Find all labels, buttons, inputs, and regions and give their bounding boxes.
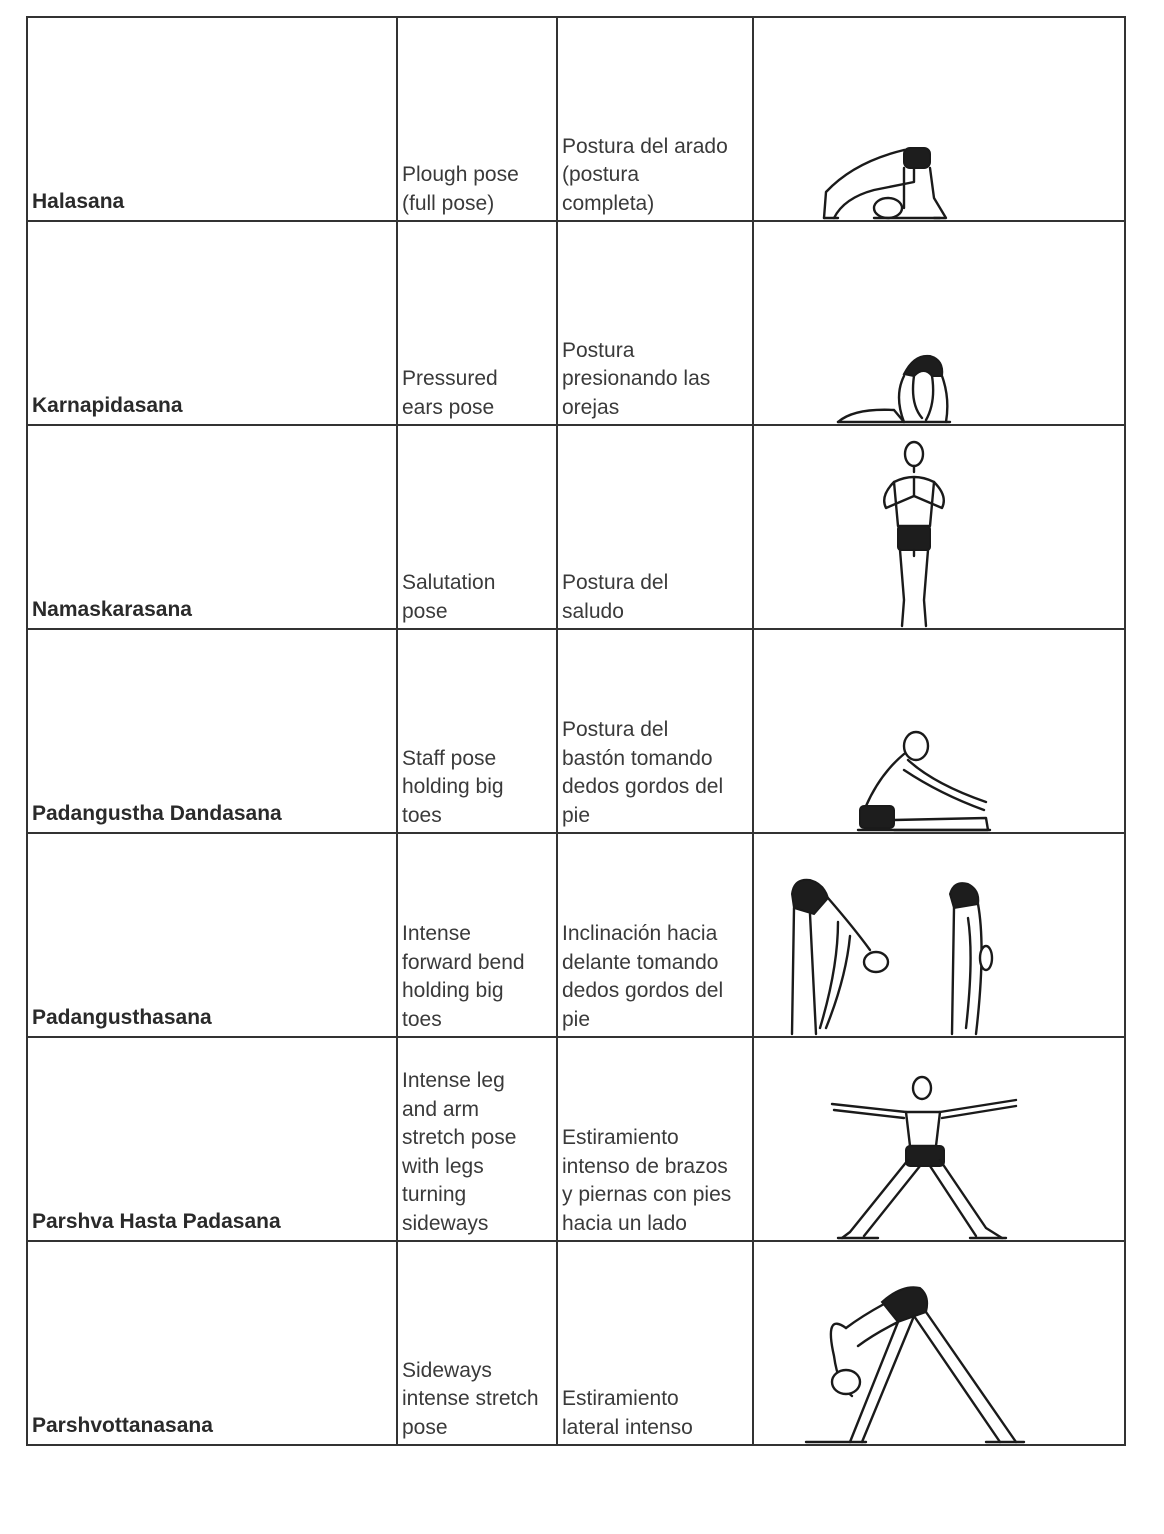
staff-pose-icon: [754, 634, 1124, 832]
sanskrit-name: Halasana: [27, 17, 397, 221]
spanish-name: [557, 629, 753, 833]
english-line: Plough pose: [402, 163, 519, 186]
spanish-name: [557, 425, 753, 629]
sanskrit-name: Namaskarasana: [27, 425, 397, 629]
spanish-line: dedos gordos del: [562, 775, 724, 798]
staff-pose-figure: [753, 629, 1125, 833]
english-name: [397, 425, 557, 629]
english-name: [397, 629, 557, 833]
english-line: with legs: [402, 1154, 484, 1178]
spanish-line: Estiramiento: [562, 1387, 679, 1410]
spanish-line: hacia un lado: [562, 1211, 687, 1235]
english-line: intense stretch: [402, 1387, 539, 1410]
english-line: stretch pose: [402, 1126, 517, 1149]
english-line: pose: [402, 1415, 448, 1439]
leg-arm-stretch-icon: [754, 1042, 1124, 1240]
english-line: holding big: [402, 979, 504, 1002]
english-line: holding big: [402, 775, 504, 798]
sideways-stretch-icon: [754, 1246, 1124, 1444]
pressured-ears-pose-figure: [753, 221, 1125, 425]
english-line: forward bend: [402, 950, 525, 974]
spanish-line: Inclinación hacia: [562, 922, 718, 945]
salutation-pose-icon: [754, 430, 1124, 628]
english-name: [397, 833, 557, 1037]
spanish-name: [557, 1241, 753, 1445]
english-line: (full pose): [402, 191, 495, 215]
english-line: toes: [402, 1007, 442, 1031]
spanish-line: saludo: [562, 599, 624, 623]
spanish-line: Postura del arado: [562, 134, 728, 158]
table-row: [27, 1241, 1125, 1445]
english-name: [397, 1241, 557, 1445]
spanish-line: completa): [562, 191, 655, 215]
spanish-line: pie: [562, 1007, 591, 1031]
table-row: [27, 221, 1125, 425]
spanish-line: Estiramiento: [562, 1126, 679, 1149]
spanish-line: orejas: [562, 395, 620, 419]
english-line: Pressured: [402, 367, 498, 390]
table-row: [27, 17, 1125, 221]
spanish-name: [557, 17, 753, 221]
sideways-stretch-figure: [753, 1241, 1125, 1445]
spanish-line: (postura: [562, 163, 640, 186]
yoga-poses-table: [26, 16, 1126, 1446]
spanish-line: Postura del: [562, 718, 669, 741]
pressured-ears-pose-icon: [754, 226, 1124, 424]
sanskrit-name: Parshva Hasta Padasana: [27, 1037, 397, 1241]
english-name: [397, 1037, 557, 1241]
plough-pose-figure: [753, 17, 1125, 221]
english-line: Salutation: [402, 571, 496, 594]
spanish-line: delante tomando: [562, 950, 719, 974]
english-line: Sideways: [402, 1358, 492, 1382]
english-line: Intense leg: [402, 1069, 505, 1092]
table-row: [27, 833, 1125, 1037]
sanskrit-name: Parshvottanasana: [27, 1241, 397, 1445]
spanish-name: [557, 833, 753, 1037]
forward-bend-icon: [754, 838, 1124, 1036]
english-name: [397, 17, 557, 221]
spanish-line: Postura: [562, 338, 635, 362]
leg-arm-stretch-figure: [753, 1037, 1125, 1241]
salutation-pose-figure: [753, 425, 1125, 629]
spanish-line: presionando las: [562, 367, 711, 390]
spanish-line: intenso de brazos: [562, 1154, 728, 1178]
spanish-name: [557, 1037, 753, 1241]
english-line: Staff pose: [402, 746, 497, 770]
sanskrit-name: Padangustha Dandasana: [27, 629, 397, 833]
spanish-line: lateral intenso: [562, 1415, 693, 1439]
sanskrit-name: Karnapidasana: [27, 221, 397, 425]
english-line: turning: [402, 1183, 467, 1206]
plough-pose-icon: [754, 22, 1124, 220]
spanish-name: [557, 221, 753, 425]
forward-bend-figure: [753, 833, 1125, 1037]
english-name: [397, 221, 557, 425]
spanish-line: dedos gordos del: [562, 979, 724, 1002]
spanish-line: pie: [562, 803, 591, 827]
spanish-line: Postura del: [562, 571, 669, 594]
english-line: toes: [402, 803, 442, 827]
english-line: and arm: [402, 1097, 480, 1121]
english-line: ears pose: [402, 395, 495, 419]
spanish-line: bastón tomando: [562, 746, 713, 770]
english-line: pose: [402, 599, 448, 623]
sanskrit-name: Padangusthasana: [27, 833, 397, 1037]
english-line: sideways: [402, 1211, 489, 1235]
spanish-line: y piernas con pies: [562, 1183, 732, 1206]
table-row: [27, 425, 1125, 629]
english-line: Intense: [402, 922, 471, 945]
table-row: [27, 629, 1125, 833]
table-row: [27, 1037, 1125, 1241]
